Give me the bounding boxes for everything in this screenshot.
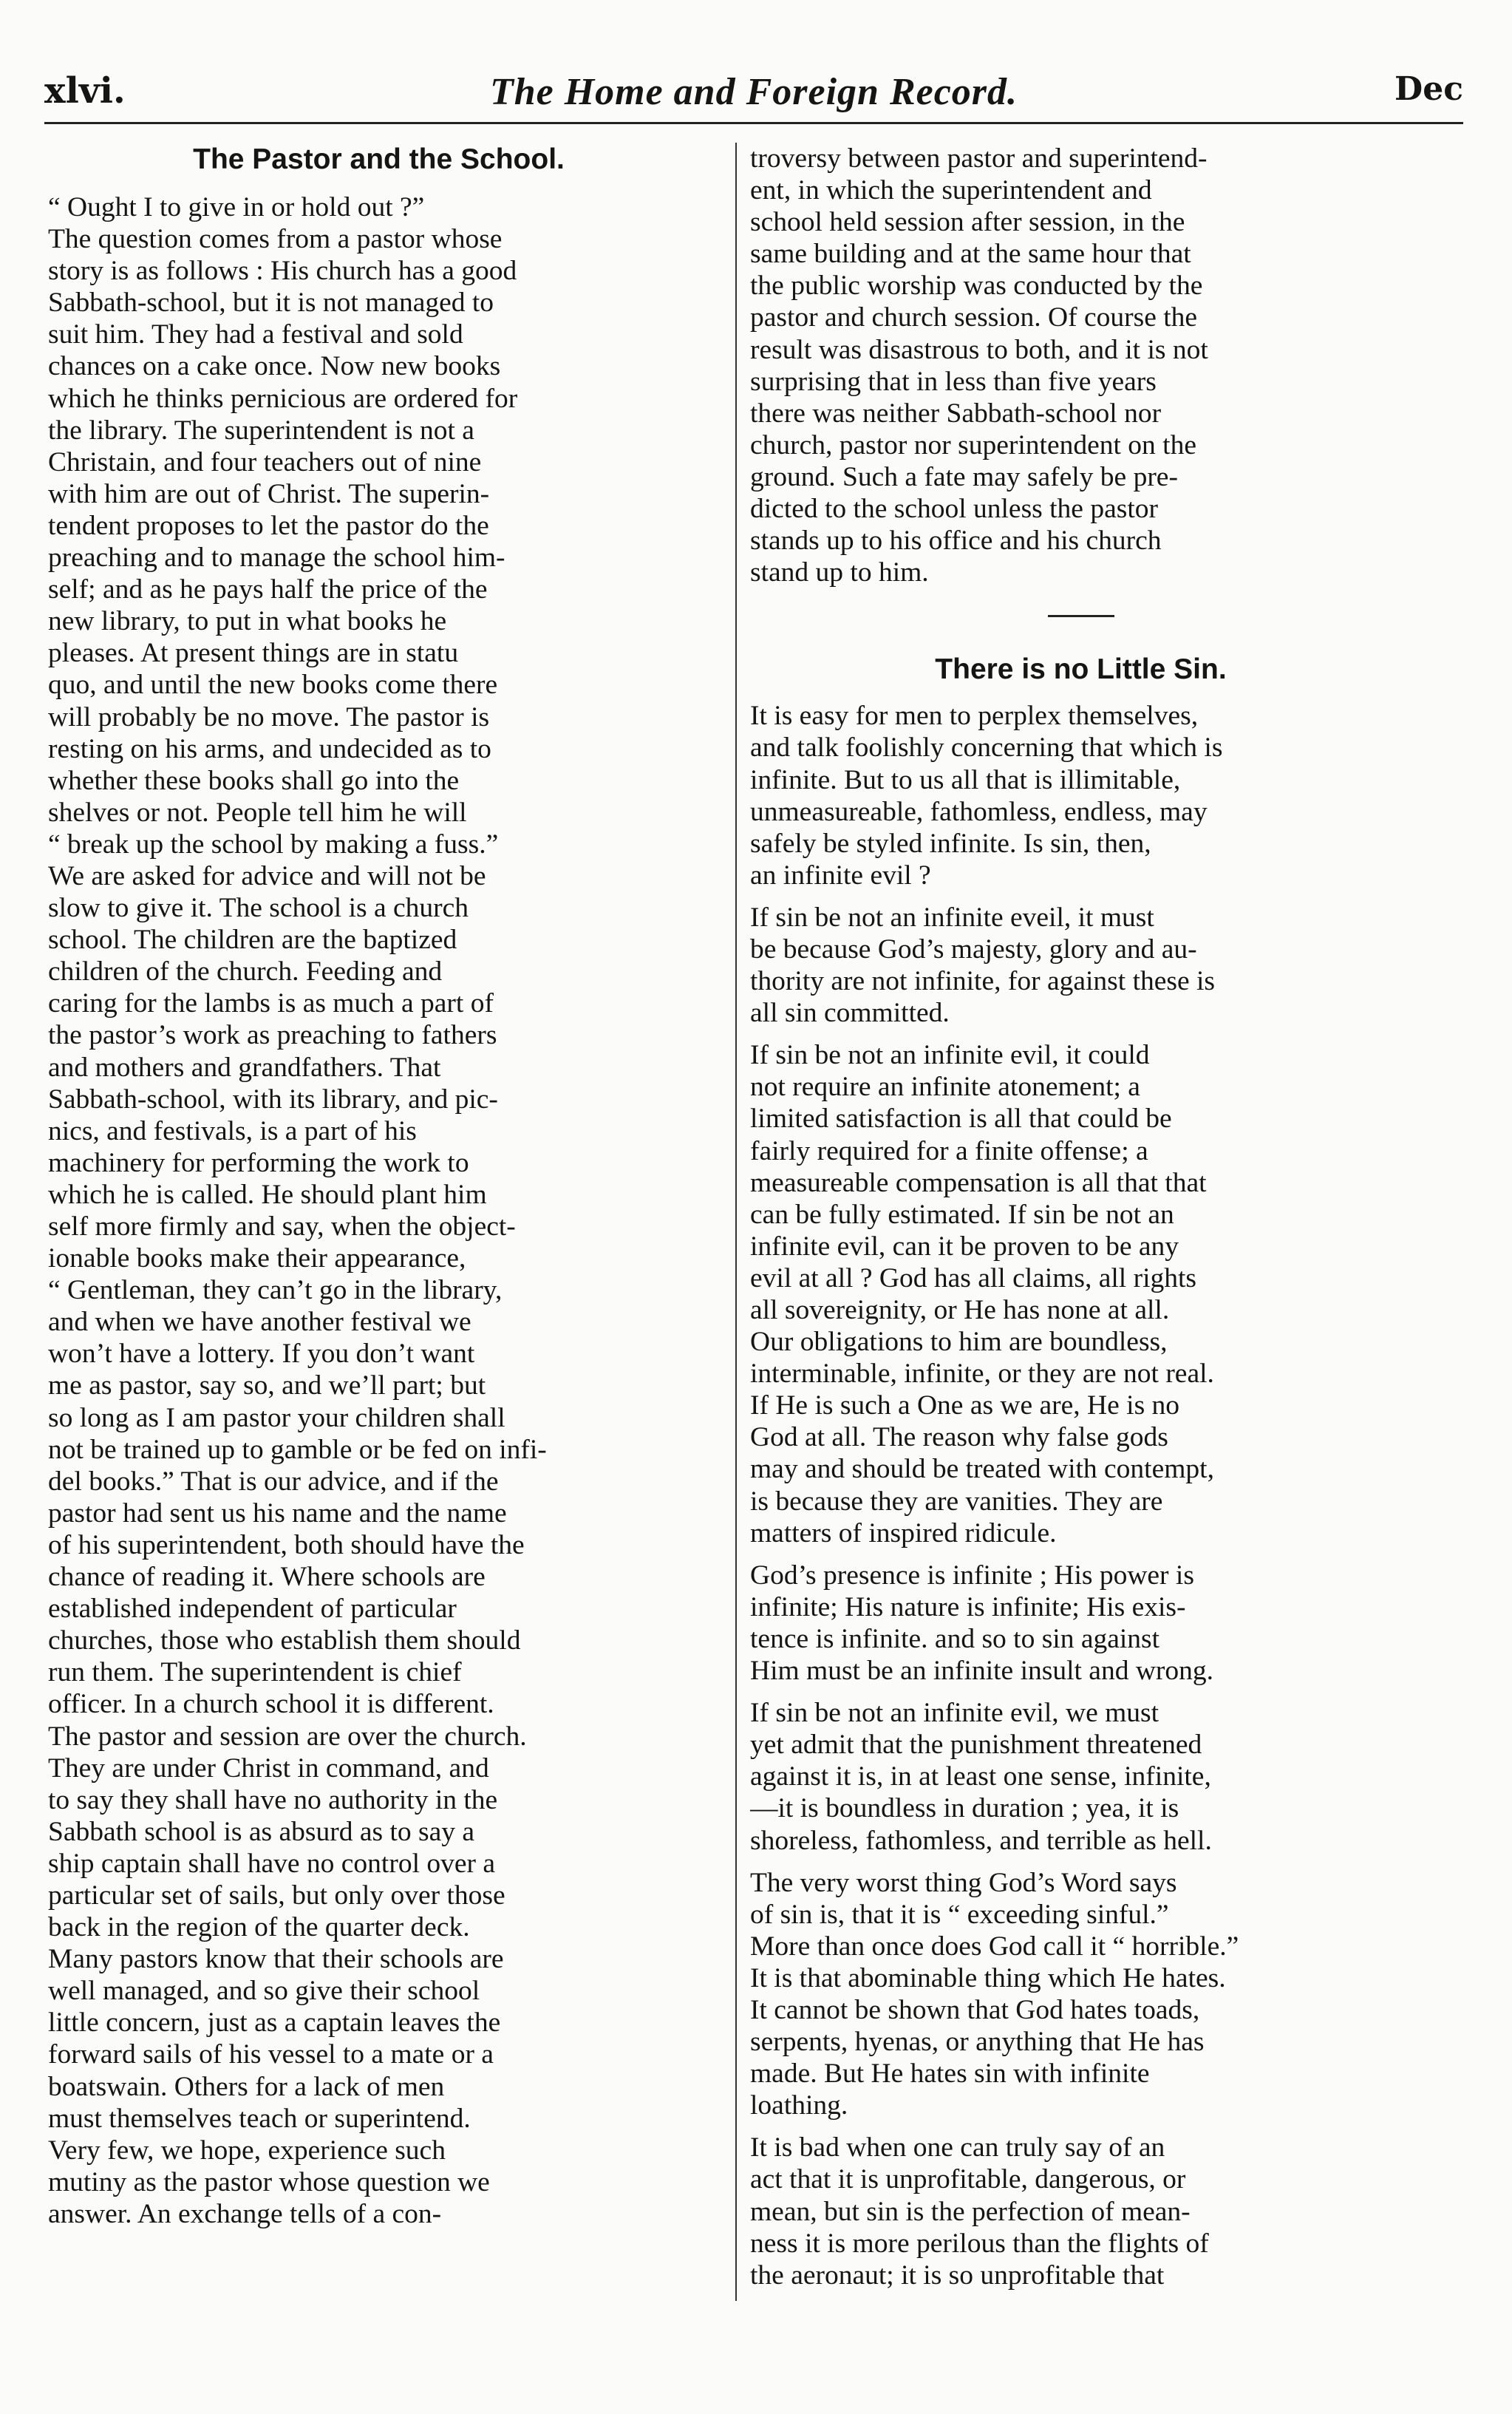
text-line: ent, in which the superintendent and: [750, 175, 1152, 206]
text-line: tence is infinite. and so to sin against: [750, 1623, 1160, 1654]
right-column: [750, 143, 1411, 2291]
text-line: must themselves teach or superintend.: [48, 2103, 471, 2134]
text-line: dicted to the school unless the pastor: [750, 494, 1158, 525]
text-line: Sabbath school is as absurd as to say a: [48, 1816, 474, 1847]
text-line: new library, to put in what books he: [48, 606, 447, 637]
text-line: mutiny as the pastor whose question we: [48, 2166, 490, 2197]
text-line: forward sails of his vessel to a mate or a: [48, 2039, 494, 2070]
text-line: chance of reading it. Where schools are: [48, 1562, 486, 1593]
text-line: the aeronaut; it is so unprofitable that: [750, 2260, 1165, 2291]
column-divider: [735, 143, 737, 2301]
text-line: and when we have another festival we: [48, 1307, 471, 1338]
text-line: pastor and church session. Of course the: [750, 302, 1198, 333]
text-line: result was disastrous to both, and it is not: [750, 334, 1208, 365]
text-line: the pastor’s work as preaching to fathers: [48, 1020, 497, 1051]
paragraph: [750, 1039, 1411, 1549]
paragraph: [750, 902, 1411, 1029]
text-line: with him are out of Christ. The superin-: [48, 478, 490, 509]
text-line: and mothers and grandfathers. That: [48, 1052, 441, 1083]
text-line: troversy between pastor and superintend-: [750, 143, 1208, 174]
text-line: pastor had sent us his name and the name: [48, 1497, 507, 1529]
paragraph: [750, 700, 1411, 891]
text-line: If He is such a One as we are, He is no: [750, 1390, 1180, 1421]
text-line: interminable, infinite, or they are not real.: [750, 1359, 1214, 1390]
text-line: machinery for performing the work to: [48, 1147, 469, 1178]
text-line: shelves or not. People tell him he will: [48, 797, 467, 828]
text-line: run them. The superintendent is chief: [48, 1657, 462, 1688]
text-line: well managed, and so give their school: [48, 1976, 480, 2007]
text-line: limited satisfaction is all that could be: [750, 1104, 1172, 1135]
text-line: infinite. But to us all that is illimitable,: [750, 764, 1181, 795]
paragraph: [750, 1867, 1411, 2122]
text-line: be because God’s majesty, glory and au-: [750, 934, 1197, 965]
text-line: thority are not infinite, for against these is: [750, 966, 1216, 997]
text-line: against it is, in at least one sense, infinite,: [750, 1761, 1211, 1792]
journal-page: [44, 70, 1463, 2376]
text-line: If sin be not an infinite evil, we must: [750, 1698, 1159, 1729]
text-line: which he thinks pernicious are ordered for: [48, 383, 518, 414]
text-line: infinite evil, can it be proven to be any: [750, 1231, 1179, 1262]
text-line: suit him. They had a festival and sold: [48, 319, 463, 350]
text-line: The pastor and session are over the church.: [48, 1721, 527, 1752]
text-line: caring for the lambs is as much a part of: [48, 988, 494, 1019]
text-line: surprising that in less than five years: [750, 366, 1157, 397]
text-line: Many pastors know that their schools are: [48, 1944, 504, 1975]
text-line: chances on a cake once. Now new books: [48, 351, 501, 382]
text-line: Our obligations to him are boundless,: [750, 1327, 1168, 1358]
text-line: self more firmly and say, when the object-: [48, 1211, 516, 1242]
text-line: not be trained up to gamble or be fed on infi-: [48, 1434, 547, 1465]
text-line: won’t have a lottery. If you don’t want: [48, 1339, 475, 1370]
text-line: fairly required for a finite offense; a: [750, 1135, 1148, 1166]
text-line: story is as follows : His church has a good: [48, 256, 517, 287]
paragraph: [750, 1560, 1411, 1687]
text-line: ship captain shall have no control over a: [48, 1848, 496, 1879]
text-line: is because they are vanities. They are: [750, 1486, 1163, 1517]
text-line: an infinite evil ?: [750, 860, 931, 891]
text-line: all sin committed.: [750, 998, 950, 1029]
text-line: pleases. At present things are in statu: [48, 638, 459, 669]
text-line: so long as I am pastor your children shall: [48, 1402, 505, 1433]
text-line: If sin be not an infinite evil, it could: [750, 1040, 1150, 1071]
text-line: Sabbath-school, with its library, and pic-: [48, 1084, 498, 1115]
text-line: little concern, just as a captain leaves the: [48, 2007, 501, 2039]
text-line: “ Gentleman, they can’t go in the library,: [48, 1275, 503, 1306]
text-line: stands up to his office and his church: [750, 526, 1162, 557]
text-line: “ break up the school by making a fuss.”: [48, 829, 499, 860]
text-line: answer. An exchange tells of a con-: [48, 2198, 442, 2229]
paragraph: [750, 1697, 1411, 1856]
text-line: of sin is, that it is “ exceeding sinful.”: [750, 1899, 1169, 1930]
text-line: churches, those who establish them should: [48, 1625, 521, 1656]
text-line: It is easy for men to perplex themselves,: [750, 701, 1199, 732]
text-line: infinite; His nature is infinite; His exis-: [750, 1591, 1186, 1622]
text-line: children of the church. Feeding and: [48, 956, 443, 987]
text-line: self; and as he pays half the price of the: [48, 574, 488, 605]
paragraph-gap: [750, 1549, 1411, 1560]
text-line: Very few, we hope, experience such: [48, 2135, 446, 2166]
text-line: school. The children are the baptized: [48, 925, 457, 956]
text-line: resting on his arms, and undecided as to: [48, 733, 491, 764]
text-line: Him must be an infinite insult and wrong.: [750, 1656, 1214, 1687]
page-number: xlvi.: [44, 70, 126, 112]
text-line: God at all. The reason why false gods: [750, 1422, 1168, 1453]
text-line: matters of inspired ridicule.: [750, 1517, 1057, 1548]
text-line: made. But He hates sin with infinite: [750, 2058, 1150, 2090]
text-line: ness it is more perilous than the flights of: [750, 2228, 1209, 2259]
article-title-pastor-school: The Pastor and the School.: [193, 143, 565, 175]
text-line: measureable compensation is all that that: [750, 1167, 1207, 1198]
left-column: [48, 143, 709, 2230]
text-line: mean, but sin is the perfection of mean-: [750, 2196, 1191, 2227]
article-body-little-sin: [750, 700, 1411, 2291]
text-line: may and should be treated with contempt,: [750, 1454, 1214, 1485]
text-line: boatswain. Others for a lack of men: [48, 2071, 445, 2102]
paragraph-gap: [750, 1029, 1411, 1039]
running-header: [44, 70, 1463, 124]
text-line: The question comes from a pastor whose: [48, 224, 503, 255]
text-line: established independent of particular: [48, 1594, 457, 1625]
paragraph-gap: [750, 891, 1411, 902]
article-title-little-sin: There is no Little Sin.: [935, 653, 1227, 686]
text-line: shoreless, fathomless, and terrible as hell.: [750, 1825, 1212, 1856]
text-line: del books.” That is our advice, and if the: [48, 1466, 499, 1497]
text-line: ionable books make their appearance,: [48, 1243, 466, 1274]
text-line: God’s presence is infinite ; His power is: [750, 1560, 1194, 1591]
text-line: ground. Such a fate may safely be pre-: [750, 461, 1178, 492]
text-line: will probably be no move. The pastor is: [48, 701, 490, 732]
text-line: Christain, and four teachers out of nine: [48, 446, 482, 477]
text-line: of his superintendent, both should have the: [48, 1529, 525, 1560]
text-line: —it is boundless in duration ; yea, it is: [750, 1793, 1179, 1824]
text-line: act that it is unprofitable, dangerous, or: [750, 2164, 1186, 2195]
text-line: loathing.: [750, 2090, 848, 2121]
text-line: all sovereignity, or He has none at all.: [750, 1295, 1170, 1325]
text-line: whether these books shall go into the: [48, 765, 460, 796]
text-line: evil at all ? God has all claims, all rights: [750, 1262, 1197, 1293]
journal-title: The Home and Foreign Record.: [489, 71, 1018, 113]
paragraph-gap: [750, 1857, 1411, 1867]
text-line: tendent proposes to let the pastor do the: [48, 510, 489, 541]
text-line: yet admit that the punishment threatened: [750, 1730, 1202, 1761]
text-line: They are under Christ in command, and: [48, 1752, 489, 1784]
text-line: safely be styled infinite. Is sin, then,: [750, 828, 1151, 859]
paragraph-gap: [750, 2121, 1411, 2132]
paragraph: [750, 2132, 1411, 2291]
text-line: Sabbath-school, but it is not managed to: [48, 288, 494, 319]
text-line: the library. The superintendent is not a: [48, 415, 474, 446]
text-line: More than once does God call it “ horrible.”: [750, 1931, 1239, 1962]
text-line: can be fully estimated. If sin be not an: [750, 1199, 1174, 1230]
text-line: The very worst thing God’s Word says: [750, 1867, 1177, 1898]
text-line: the public worship was conducted by the: [750, 271, 1203, 302]
text-line: “ Ought I to give in or hold out ?”: [48, 192, 425, 222]
issue-month: Dec: [1394, 70, 1463, 108]
text-line: stand up to him.: [750, 557, 929, 588]
text-line: not require an infinite atonement; a: [750, 1072, 1140, 1103]
text-line: church, pastor nor superintendent on the: [750, 429, 1196, 460]
text-line: me as pastor, say so, and we’ll part; but: [48, 1370, 486, 1401]
section-divider: [1048, 615, 1114, 617]
text-line: unmeasureable, fathomless, endless, may: [750, 796, 1208, 827]
text-line: nics, and festivals, is a part of his: [48, 1115, 417, 1146]
text-line: school held session after session, in the: [750, 207, 1185, 238]
text-line: there was neither Sabbath-school nor: [750, 398, 1162, 429]
text-line: We are asked for advice and will not be: [48, 860, 486, 891]
text-line: preaching and to manage the school him-: [48, 543, 505, 574]
text-line: quo, and until the new books come there: [48, 670, 498, 701]
article-body-pastor-school: [48, 191, 709, 2230]
text-line: officer. In a church school it is different.: [48, 1689, 494, 1720]
text-line: same building and at the same hour that: [750, 239, 1191, 270]
text-line: It is that abominable thing which He hates.: [750, 1962, 1226, 1993]
text-line: It cannot be shown that God hates toads,: [750, 1994, 1200, 2025]
text-line: which he is called. He should plant him: [48, 1179, 487, 1210]
text-line: It is bad when one can truly say of an: [750, 2132, 1165, 2163]
text-line: particular set of sails, but only over those: [48, 1880, 505, 1911]
text-line: serpents, hyenas, or anything that He has: [750, 2027, 1205, 2058]
text-line: back in the region of the quarter deck.: [48, 1912, 470, 1943]
text-line: slow to give it. The school is a church: [48, 893, 469, 924]
text-line: to say they shall have no authority in the: [48, 1784, 498, 1815]
paragraph-gap: [750, 1687, 1411, 1697]
article-continuation-pastor-school: [750, 143, 1411, 588]
text-line: If sin be not an infinite eveil, it must: [750, 902, 1154, 933]
text-line: and talk foolishly concerning that which is: [750, 732, 1223, 764]
